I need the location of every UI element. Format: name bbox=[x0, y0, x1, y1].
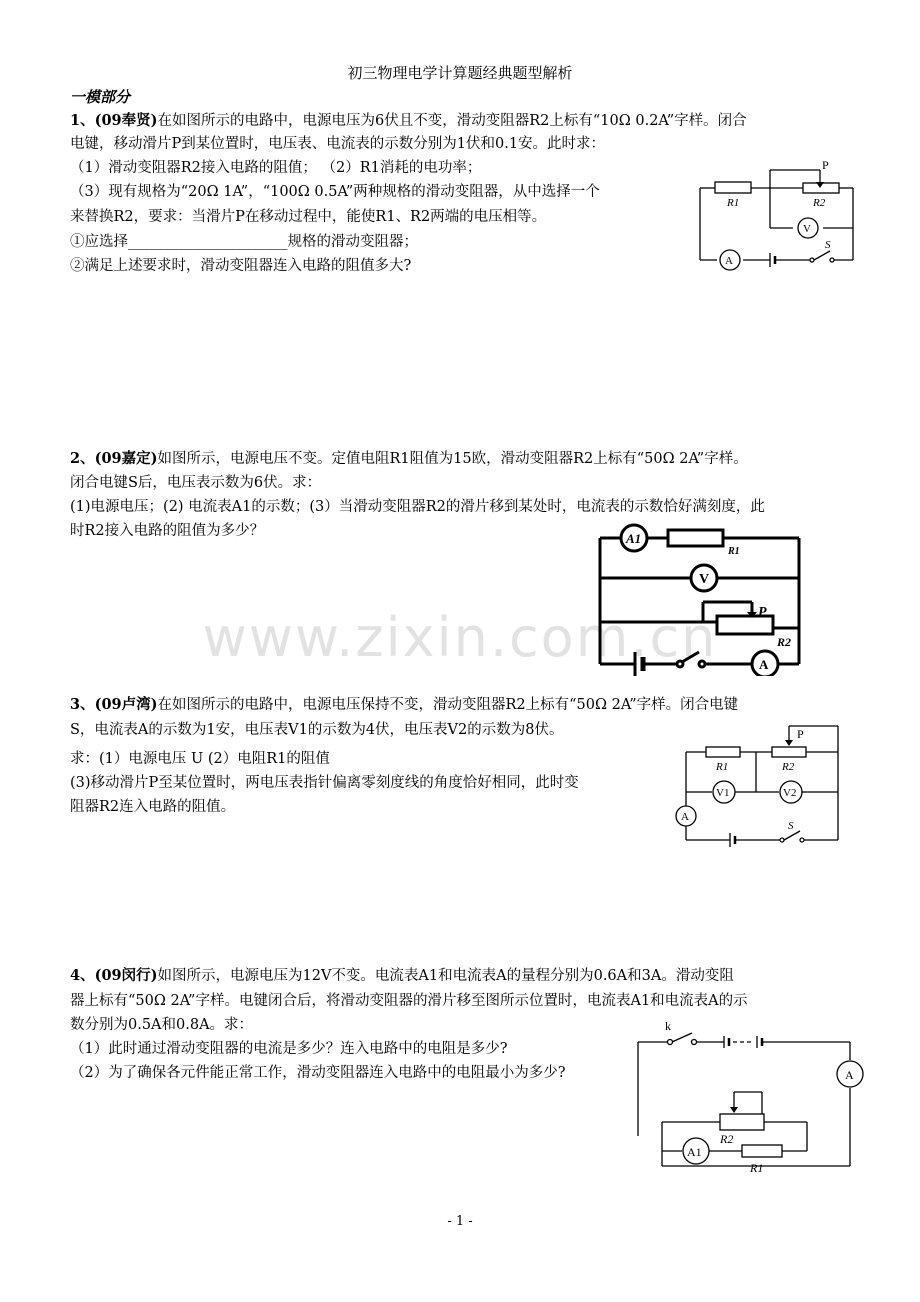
q1-ammeter-label: A bbox=[725, 255, 733, 267]
q4-line-4: （1）此时通过滑动变阻器的电流是多少？连入电路中的电阻是多少? bbox=[70, 1041, 508, 1057]
q3-line-2: S，电流表A的示数为1安，电压表V1的示数为4伏，电压表V2的示数为8伏。 bbox=[70, 722, 564, 738]
q3-ammeter-label: A bbox=[681, 811, 689, 823]
q4-circuit-diagram bbox=[632, 1016, 872, 1186]
q1-label-r1: R1 bbox=[727, 197, 740, 209]
q2-number: 2、(09嘉定) bbox=[70, 450, 158, 467]
q3-line-1 bbox=[70, 694, 738, 716]
q4-line-3: 数分别为0.5A和0.8A。求： bbox=[70, 1017, 254, 1033]
q2-ammeter-a1-label: A1 bbox=[626, 531, 642, 546]
q1-label-r2: R2 bbox=[813, 197, 826, 209]
q1-line-2: 电键，移动滑片P到某位置时，电压表、电流表的示数分别为1伏和0.1安。此时求： bbox=[70, 136, 606, 152]
section-heading: 一模部分 bbox=[70, 88, 131, 106]
q3-text-1: 在如图所示的电路中，电源电压保持不变，滑动变阻器R2上标有“50Ω 2A”字样。闭合电键 bbox=[157, 697, 739, 713]
q4-switch-label: k bbox=[665, 1019, 671, 1033]
q2-line-3: (1)电源电压；(2) 电流表A1的示数；(3）当滑动变阻器R2的滑片移到某处时，电流表的示数恰好满刻度，此 bbox=[70, 499, 765, 515]
q3-label-r2: R2 bbox=[782, 761, 795, 773]
q2-label-r2: R2 bbox=[777, 635, 792, 649]
q1-number: 1、(09奉贤) bbox=[70, 112, 158, 129]
q3-line-3: 求：(1）电源电压 U (2）电阻R1的阻值 bbox=[70, 751, 330, 767]
q2-line-4: 时R2接入电路的阻值为多少？ bbox=[70, 523, 265, 539]
q4-label-r1: R1 bbox=[750, 1161, 764, 1175]
q3-voltmeter-v2-label: V2 bbox=[783, 787, 797, 799]
q3-label-r1: R1 bbox=[716, 761, 729, 773]
q1-line-3: （1）滑动变阻器R2接入电路的阻值； （2）R1消耗的电功率； bbox=[70, 160, 482, 176]
q1-line-1 bbox=[70, 110, 747, 132]
q1-line-7: ②满足上述要求时，滑动变阻器连入电路的阻值多大? bbox=[70, 258, 412, 274]
q3-voltmeter-v1-label: V1 bbox=[716, 787, 730, 799]
q4-label-r2: R2 bbox=[720, 1132, 734, 1146]
q3-number: 3、(09卢湾) bbox=[70, 696, 158, 713]
q4-ammeter-a1-label: A1 bbox=[687, 1145, 702, 1159]
q1-label-p: P bbox=[822, 160, 829, 172]
q4-line-5: （2）为了确保各元件能正常工作，滑动变阻器连入电路中的电阻最小为多少? bbox=[70, 1065, 566, 1081]
q2-circuit-diagram bbox=[595, 518, 807, 676]
q1-switch-label: S bbox=[825, 239, 831, 251]
q1-line-4: （3）现有规格为“20Ω 1A”，“100Ω 0.5A”两种规格的滑动变阻器，从中选择一个 bbox=[70, 184, 600, 200]
q2-line-1 bbox=[70, 448, 748, 470]
q1-circuit-diagram bbox=[695, 160, 860, 275]
q2-voltmeter-label: V bbox=[699, 572, 710, 587]
q3-line-4: (3)移动滑片P至某位置时，两电压表指针偏离零刻度线的角度恰好相同，此时变 bbox=[70, 775, 579, 791]
q2-line-2: 闭合电键S后，电压表示数为6伏。求： bbox=[70, 475, 322, 491]
q4-ammeter-label: A bbox=[845, 1068, 854, 1082]
q3-label-p: P bbox=[797, 727, 804, 741]
q2-label-r1: R1 bbox=[728, 546, 740, 557]
q2-text-1: 如图所示，电源电压不变。定值电阻R1阻值为15欧，滑动变阻器R2上标有“50Ω 2A”字样。 bbox=[157, 451, 748, 467]
q2-label-p: P bbox=[758, 605, 767, 620]
page-number: - 1 - bbox=[447, 1214, 473, 1229]
q1-line-5: 来替换R2，要求：当滑片P在移动过程中，能使R1、R2两端的电压相等。 bbox=[70, 209, 547, 225]
q1-line-6: ①应选择______________________规格的滑动变阻器； bbox=[70, 234, 418, 250]
q4-text-1: 如图所示，电源电压为12V不变。电流表A1和电流表A的量程分别为0.6A和3A。滑动变阻 bbox=[157, 968, 734, 984]
q3-switch-label: S bbox=[788, 820, 794, 832]
q4-line-1 bbox=[70, 965, 734, 987]
page-title: 初三物理电学计算题经典题型解析 bbox=[347, 64, 573, 82]
q3-line-5: 阻器R2连入电路的阻值。 bbox=[70, 799, 236, 815]
watermark: www.zixin.com.cn bbox=[202, 606, 718, 669]
q1-voltmeter-label: V bbox=[803, 223, 811, 235]
q1-text-1: 在如图所示的电路中，电源电压为6伏且不变，滑动变阻器R2上标有“10Ω 0.2A”字样。闭合 bbox=[157, 113, 747, 129]
q2-ammeter-label: A bbox=[759, 657, 769, 672]
q3-circuit-diagram bbox=[668, 718, 843, 853]
q4-line-2: 器上标有“50Ω 2A”字样。电键闭合后，将滑动变阻器的滑片移至图所示位置时，电流表A1和电流表A的示 bbox=[70, 993, 748, 1009]
q4-number: 4、(09闵行) bbox=[70, 967, 158, 984]
